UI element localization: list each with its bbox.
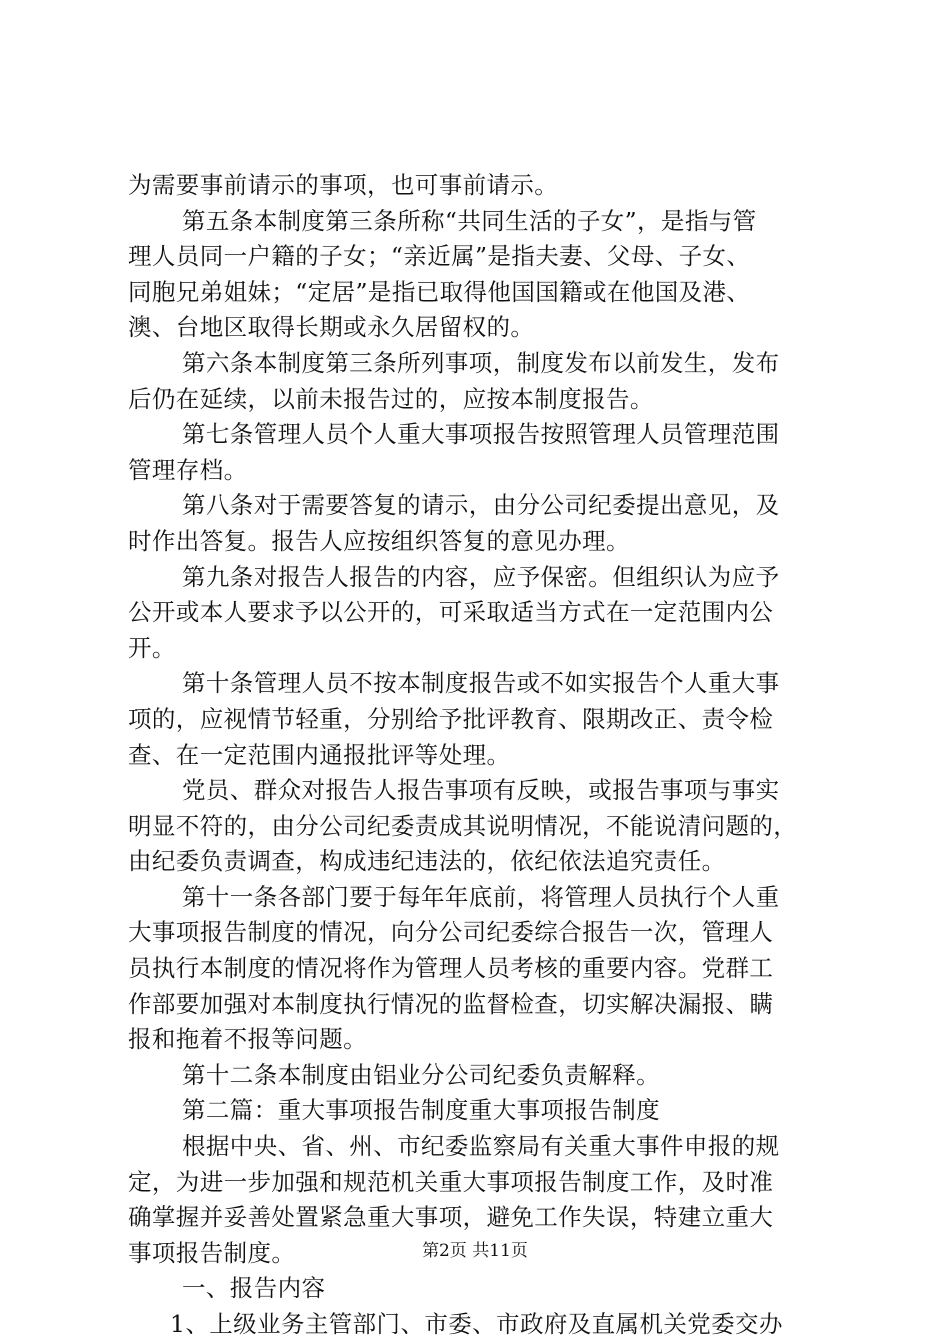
text-line: 由纪委负责调查，构成违纪违法的，依纪依法追究责任。 <box>128 847 726 876</box>
text-line: 作部要加强对本制度执行情况的监督检查，切实解决漏报、瞒 <box>128 989 774 1018</box>
text-line: 党员、群众对报告人报告事项有反映，或报告事项与事实 <box>182 776 780 805</box>
text-line: 开。 <box>128 633 176 662</box>
text-line: 第九条对报告人报告的内容，应予保密。但组织认为应予 <box>182 562 780 591</box>
page-footer: 第2页 共11页 <box>422 1241 528 1261</box>
text-line: 第五条本制度第三条所称“共同生活的子女”，是指与管 <box>182 206 757 235</box>
text-line: 1、上级业务主管部门、市委、市政府及直属机关党委交办 <box>170 1310 783 1338</box>
text-line: 为需要事前请示的事项，也可事前请示。 <box>128 171 559 199</box>
text-line: 定，为进一步加强和规范机关重大事项报告制度工作，及时准 <box>128 1167 774 1196</box>
text-line: 第八条对于需要答复的请示，由分公司纪委提出意见，及 <box>182 491 780 520</box>
text-line: 大事项报告制度的情况，向分公司纪委综合报告一次，管理人 <box>128 918 774 947</box>
text-line: 第二篇：重大事项报告制度重大事项报告制度 <box>182 1096 660 1125</box>
text-line: 理人员同一户籍的子女；“亲近属”是指夫妻、父母、子女、 <box>128 242 751 271</box>
text-line: 时作出答复。报告人应按组织答复的意见办理。 <box>128 526 630 555</box>
text-line: 公开或本人要求予以公开的，可采取适当方式在一定范围内公 <box>128 598 774 627</box>
text-line: 确掌握并妥善处置紧急重大事项，避免工作失误，特建立重大 <box>128 1203 774 1232</box>
text-line: 查、在一定范围内通报批评等处理。 <box>128 740 511 769</box>
text-line: 项的，应视情节轻重，分别给予批评教育、限期改正、责令检 <box>128 704 774 733</box>
text-line: 管理存档。 <box>128 455 248 484</box>
text-line: 明显不符的，由分公司纪委责成其说明情况，不能说清问题的， <box>128 811 798 840</box>
text-line: 澳、台地区取得长期或永久居留权的。 <box>128 313 535 342</box>
text-line: 同胞兄弟姐妹；“定居”是指已取得他国国籍或在他国及港、 <box>128 277 751 306</box>
text-line: 员执行本制度的情况将作为管理人员考核的重要内容。党群工 <box>128 954 774 983</box>
text-line: 后仍在延续，以前未报告过的，应按本制度报告。 <box>128 384 654 413</box>
text-line: 第十条管理人员不按本制度报告或不如实报告个人重大事 <box>182 669 780 698</box>
text-line: 一、报告内容 <box>182 1274 326 1303</box>
text-line: 事项报告制度。 <box>128 1238 296 1267</box>
text-line: 第六条本制度第三条所列事项，制度发布以前发生，发布 <box>182 348 780 377</box>
text-line: 第十一条各部门要于每年年底前，将管理人员执行个人重 <box>182 882 780 911</box>
text-line: 根据中央、省、州、市纪委监察局有关重大事件申报的规 <box>182 1132 780 1161</box>
text-line: 第十二条本制度由铝业分公司纪委负责解释。 <box>182 1060 660 1089</box>
text-line: 第七条管理人员个人重大事项报告按照管理人员管理范围 <box>182 420 780 449</box>
text-line: 报和拖着不报等问题。 <box>128 1025 367 1054</box>
document-body <box>128 168 838 1343</box>
